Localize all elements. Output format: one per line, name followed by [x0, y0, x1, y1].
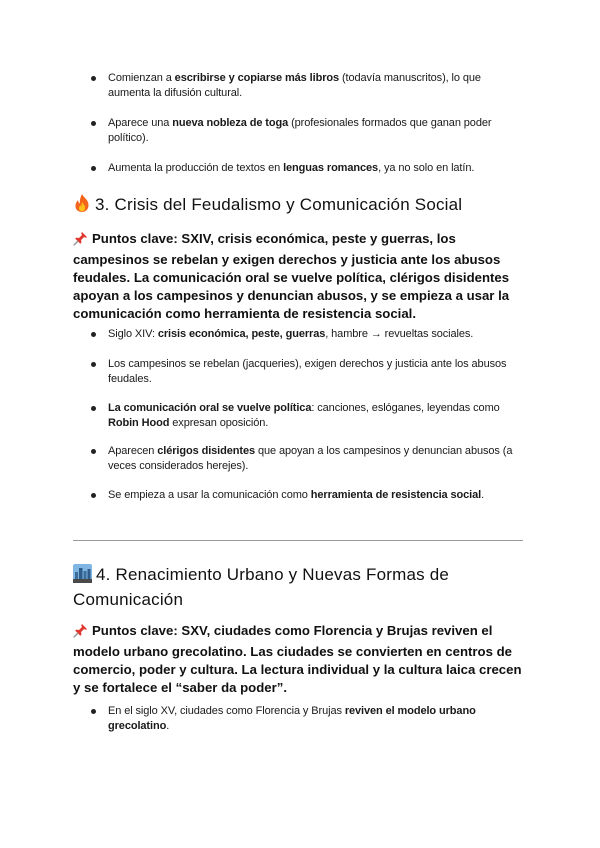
pushpin-icon [73, 231, 88, 251]
list-item: Siglo XIV: crisis económica, peste, guerras, hambre → revueltas sociales. [108, 327, 513, 342]
list-item: Aumenta la producción de textos en lenguas romances, ya no solo en latín. [108, 161, 513, 176]
section4-key-points: Puntos clave: SXV, ciudades como Florencia y Brujas reviven el modelo urbano grecolatino. Las ciudades se convierten en centros de comercio, poder y cultura. La lectura individual y la cultura laica crecen y se fortalece el “saber da poder”. [73, 623, 522, 695]
cityscape-icon [73, 564, 92, 589]
list-item: Aparece una nueva nobleza de toga (profesionales formados que ganan poder político). [108, 116, 513, 146]
list-item: La comunicación oral se vuelve política: canciones, eslóganes, leyendas como Robin Hood expresan oposición. [108, 401, 513, 431]
fire-icon [73, 193, 91, 219]
section3-heading: 3. Crisis del Feudalismo y Comunicación Social [73, 193, 523, 219]
horizontal-divider [73, 540, 523, 541]
list-item: Los campesinos se rebelan (jacqueries), exigen derechos y justicia ante los abusos feudales. [108, 357, 513, 387]
section3-key-points: Puntos clave: SXIV, crisis económica, peste y guerras, los campesinos se rebelan y exigen derechos y justicia ante los abusos feudales. La comunicación oral se vuelve política, clérigos disidentes apoyan a los campesinos y denuncian abusos, y se empieza a usar la comunicación como herramienta de resistencia social. [73, 231, 510, 321]
section4-heading: 4. Renacimiento Urbano y Nuevas Formas de Comunicación [73, 565, 450, 609]
pushpin-icon [73, 623, 88, 643]
list-item: En el siglo XV, ciudades como Florencia y Brujas reviven el modelo urbano grecolatino. [108, 704, 513, 734]
list-item: Aparecen clérigos disidentes que apoyan a los campesinos y denuncian abusos (a veces considerados herejes). [108, 445, 513, 472]
list-item: Se empieza a usar la comunicación como herramienta de resistencia social. [108, 488, 513, 503]
list-item: Comienzan a escribirse y copiarse más libros (todavía manuscritos), lo que aumenta la difusión cultural. [108, 71, 513, 101]
